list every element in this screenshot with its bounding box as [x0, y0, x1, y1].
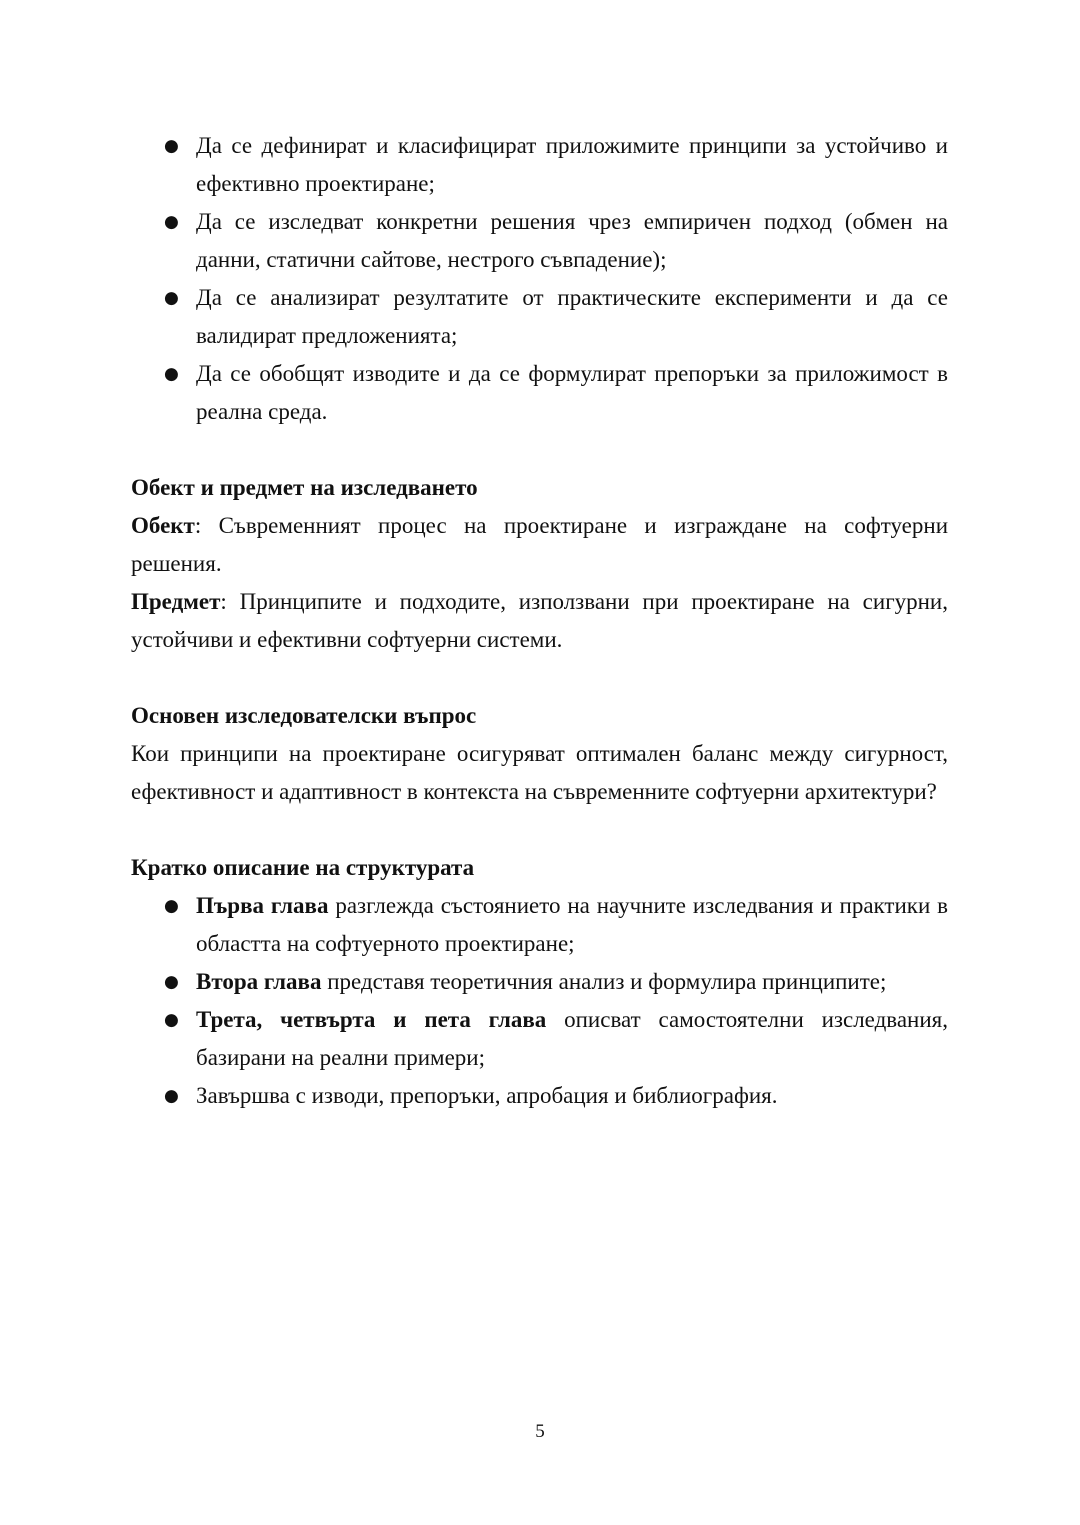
object-paragraph — [131, 507, 948, 583]
list-item-text: разглежда състоянието на научните изследвания и практики в областта на софтуерното проектиране; — [196, 893, 948, 956]
list-item — [131, 127, 948, 203]
list-item-text: Да се анализират резултатите от практическите експерименти и да се валидират предложенията; — [196, 285, 948, 348]
list-item-text: Завършва с изводи, препоръки, апробация и библиография. — [196, 1083, 778, 1108]
list-item-text: описват самостоятелни изследвания, базирани на реални примери; — [196, 1007, 948, 1070]
objectives-list — [131, 127, 948, 431]
list-item — [131, 1001, 948, 1077]
list-item — [131, 1077, 948, 1115]
list-item — [131, 355, 948, 431]
page-number: 5 — [535, 1421, 545, 1442]
bullet-icon: ● — [164, 1010, 179, 1030]
list-item-text: Да се дефинират и класифицират приложимите принципи за устойчиво и ефективно проектиране; — [196, 133, 948, 196]
bullet-icon: ● — [164, 896, 179, 916]
bullet-icon: ● — [164, 212, 179, 232]
bullet-icon: ● — [164, 136, 179, 156]
object-subject-heading: Обект и предмет на изследването — [131, 475, 478, 500]
spacer — [131, 659, 948, 697]
bullet-icon: ● — [164, 364, 179, 384]
subject-label: Предмет — [131, 589, 221, 614]
spacer — [131, 431, 948, 469]
subject-text: : Принципите и подходите, използвани при проектиране на сигурни, устойчиви и ефективни софтуерни системи. — [131, 589, 948, 652]
list-item — [131, 203, 948, 279]
chapter-label: Първа глава — [196, 893, 329, 918]
list-item-text: представя теоретичния анализ и формулира принципите; — [321, 969, 887, 994]
structure-heading: Кратко описание на структурата — [131, 855, 475, 880]
object-label: Обект — [131, 513, 195, 538]
spacer — [131, 811, 948, 849]
list-item-text: Да се обобщят изводите и да се формулират препоръки за приложимост в реална среда. — [196, 361, 948, 424]
bullet-icon: ● — [164, 288, 179, 308]
page-content — [131, 127, 948, 1115]
object-text: : Съвременният процес на проектиране и изграждане на софтуерни решения. — [131, 513, 948, 576]
subject-paragraph — [131, 583, 948, 659]
bullet-icon: ● — [164, 1086, 179, 1106]
list-item — [131, 279, 948, 355]
list-item-text: Да се изследват конкретни решения чрез емпиричен подход (обмен на данни, статични сайтове, нестрого съвпадение); — [196, 209, 948, 272]
bullet-icon: ● — [164, 972, 179, 992]
list-item — [131, 963, 948, 1001]
research-question-text: Кои принципи на проектиране осигуряват оптимален баланс между сигурност, ефективност и адаптивност в контекста на съвременните софтуерни архитектури? — [131, 741, 948, 804]
list-item — [131, 887, 948, 963]
chapter-label: Трета, четвърта и пета глава — [196, 1007, 547, 1032]
research-question-heading: Основен изследователски въпрос — [131, 703, 477, 728]
structure-list — [131, 887, 948, 1115]
chapter-label: Втора глава — [196, 969, 322, 994]
